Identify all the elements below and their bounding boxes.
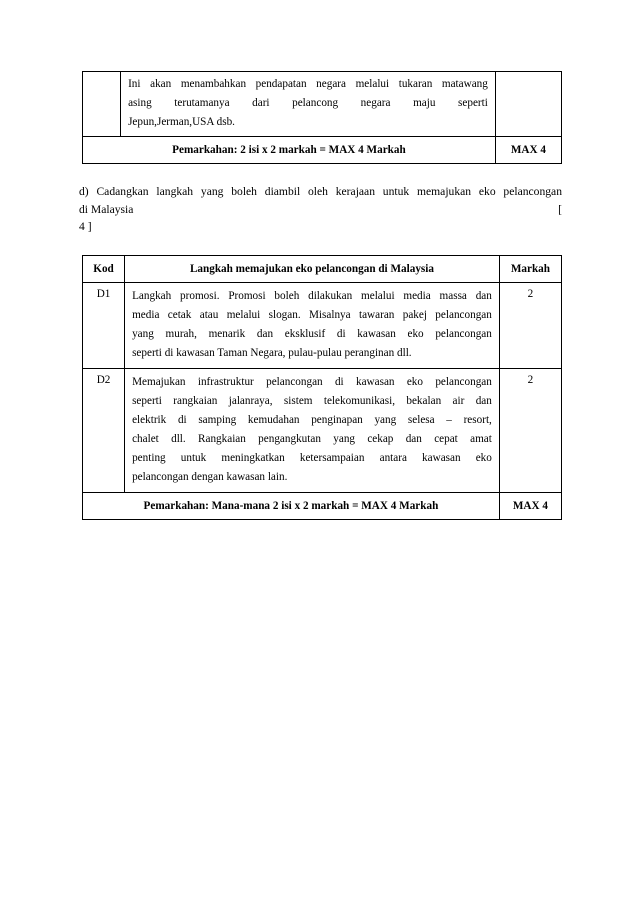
max-mark: MAX 4 [499,493,561,520]
content-line: asing terutamanya dari pelancong negara maju seperti [128,97,488,109]
content-line: Jepun,Jerman,USA dsb. [128,116,235,128]
row-code: D2 [83,369,125,493]
table-row [83,369,562,493]
marking-row [83,137,562,164]
row-mark: 2 [499,369,561,493]
content-line: Ini akan menambahkan pendapatan negara melalui tukaran matawang [128,78,488,90]
table-header-row [83,256,562,283]
content-line: Memajukan infrastruktur pelancongan di kawasan eko pelancongan [132,376,492,388]
question-line: d) Cadangkan langkah yang boleh diambil oleh kerajaan untuk memajukan eko pelancongan [79,185,562,198]
marking-scheme: Pemarkahan: Mana-mana 2 isi x 2 markah = MAX 4 Markah [83,493,500,520]
question-text-part: di Malaysia [79,202,134,216]
content-line: chalet dll. Rangkaian pengangkutan yang cekap dan cepat amat [132,433,492,445]
mark-cell [495,72,561,137]
question-line [79,201,562,219]
header-marks: Markah [499,256,561,283]
code-cell [83,72,121,137]
table-row [83,283,562,369]
content-line: media cetak atau melalui slogan. Misalnya tawaran pakej pelancongan [132,309,492,321]
content-line: seperti rangkaian jalanraya, sistem telekomunikasi, bekalan air dan [132,395,492,407]
answer-table [82,255,562,520]
content-line: penting untuk meningkatkan ketersampaian antara kawasan eko [132,452,492,464]
content-line: pelancongan dengan kawasan lain. [132,471,288,483]
mark-allocation: 4 ] [79,220,92,233]
marking-scheme: Pemarkahan: 2 isi x 2 markah = MAX 4 Markah [83,137,496,164]
row-content [125,283,500,369]
header-code: Kod [83,256,125,283]
max-mark: MAX 4 [495,137,561,164]
content-cell [121,72,496,137]
marking-row [83,493,562,520]
row-mark: 2 [499,283,561,369]
answer-table-previous [82,71,562,164]
content-line: Langkah promosi. Promosi boleh dilakukan melalui media massa dan [132,290,492,302]
question-text [79,183,562,236]
mark-bracket-open: [ [558,202,562,216]
row-content [125,369,500,493]
table-row [83,72,562,137]
content-line: yang murah, menarik dan eksklusif di kawasan eko pelancongan [132,328,492,340]
row-code: D1 [83,283,125,369]
header-steps: Langkah memajukan eko pelancongan di Malaysia [125,256,500,283]
content-line: elektrik di samping kemudahan penginapan yang selesa – resort, [132,414,492,426]
content-line: seperti di kawasan Taman Negara, pulau-pulau peranginan dll. [132,347,412,359]
